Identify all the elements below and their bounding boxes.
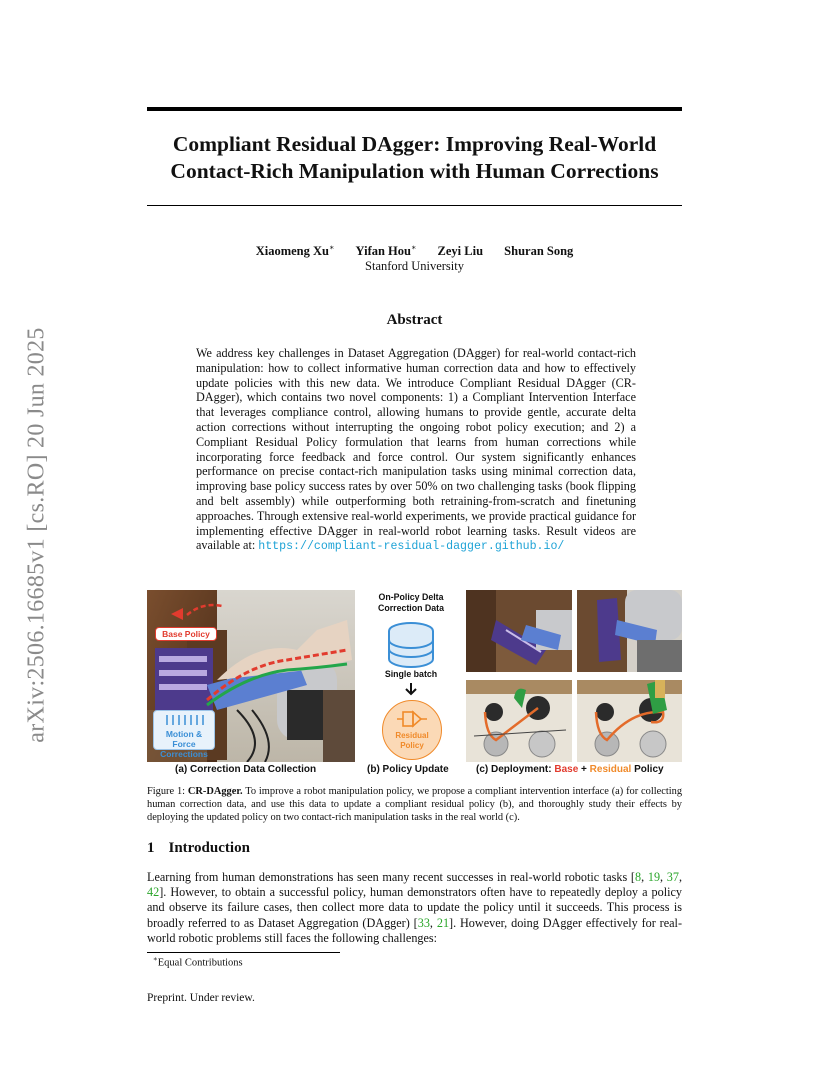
citation-link[interactable]: 42 [147, 885, 160, 900]
panel-c-residual: Residual [589, 764, 632, 775]
author-4: Shuran Song [504, 244, 574, 259]
title-top-rule [147, 107, 682, 111]
single-batch-label: Single batch [384, 669, 438, 679]
caption-text: To improve a robot manipulation policy, we propose a compliant intervention interface (a) for collecting human correction data, and use this data to update a compliant residual policy (b), and thoroughly study their effects by deploying the updated policy on two contact-rich manipulation tasks in the real world (c). [147, 786, 683, 823]
abstract-body [196, 346, 636, 555]
data-title: On-Policy Delta Correction Data [378, 592, 444, 613]
citation-link[interactable]: 8 [635, 870, 642, 884]
caption-bold: CR-DAgger. [187, 786, 243, 797]
preprint-note: Preprint. Under review. [147, 992, 255, 1004]
motion-force-tag [153, 710, 215, 759]
section-heading-introduction [147, 840, 250, 857]
belt-assembly-photo-1 [466, 680, 572, 762]
title-line-2: Contact-Rich Manipulation with Human Corrections [170, 159, 659, 183]
amplifier-icon [397, 709, 427, 729]
project-url-link[interactable]: https://compliant-residual-dagger.github.io/ [258, 540, 565, 554]
residual-policy-label: Residual Policy [395, 731, 429, 750]
introduction-paragraph: Learning from human demonstrations has seen many recent successes in real-world robotic tasks [8, 19, 37, 42]. However, to obtain a successful policy, human demonstrators often have to repeatedly deploy a policy and observe its failure cases, then collect more data to update the policy until it succeeds. This process is broadly referred to as Dataset Aggregation (DAgger) [33, 21]. However, doing DAgger effectively for real-world robotic problems still faces the following challenges: [147, 870, 683, 945]
footnote-rule [147, 952, 340, 953]
abstract-heading: Abstract [386, 312, 443, 328]
citation-link[interactable]: 21 [436, 915, 450, 930]
belt-assembly-photo-2 [577, 680, 682, 762]
motion-force-label: Motion & Force Corrections [160, 729, 208, 759]
book-flip-photo-1 [466, 590, 572, 672]
panel-b-label: (b) Policy Update [367, 764, 449, 775]
caption-label: Figure 1: [147, 786, 188, 797]
residual-policy-node [382, 700, 442, 760]
force-arrows-icon [164, 715, 206, 727]
citation-link[interactable]: 37 [666, 870, 679, 884]
book-flip-photo-2 [577, 590, 682, 672]
database-icon [387, 621, 435, 669]
citation-link[interactable]: 33 [417, 915, 430, 930]
figure-caption [147, 785, 682, 824]
author-list [147, 243, 682, 259]
panel-c-label: (c) Deployment: Base + Residual Policy [476, 764, 664, 775]
footnote: ∗Equal Contributions [153, 955, 243, 969]
panel-a-label: (a) Correction Data Collection [175, 764, 317, 775]
down-arrow-icon [404, 682, 418, 696]
title-line-1: Compliant Residual DAgger: Improving Real-World [172, 132, 657, 156]
citation-link[interactable]: 19 [647, 870, 661, 884]
title-bottom-rule [147, 205, 682, 206]
author-3: Zeyi Liu [437, 244, 484, 259]
figure-1 [147, 588, 682, 778]
author-1: Xiaomeng Xu∗ [255, 243, 335, 259]
arxiv-id-text: arXiv:2506.16685v1 [cs.RO] 20 Jun 2025 [23, 327, 50, 743]
paper-title [147, 131, 682, 185]
panel-c-base: Base [554, 764, 579, 775]
author-2: Yifan Hou∗ [355, 243, 417, 259]
base-policy-tag: Base Policy [155, 627, 217, 641]
abstract-text: We address key challenges in Dataset Aggregation (DAgger) for real-world contact-rich manipulation: how to collect informative human correction data and how to effectively update policies with this new data. We introduce Compliant Residual DAgger (CR-DAgger), which contains two novel components: 1) a Compliant Intervention Interface that leverages compliance control, allowing humans to provide gentle, accurate delta action corrections without interrupting the ongoing robot policy execution; and 2) a Compliant Residual Policy formulation that learns from human corrections while incorporating force feedback and force control. Our system significantly enhances performance on precise contact-rich manipulation tasks using minimal correction data, improving base policy success rates by over 50% on two challenging tasks (book flipping and belt assembly) while outperforming both retraining-from-scratch and finetuning approaches. Through extensive real-world experiments, we provide practical guidance for implementing effective DAgger in real-world robot learning tasks. Result videos are available at: [196, 346, 636, 553]
affiliation: Stanford University [365, 259, 464, 273]
section-title: Introduction [168, 840, 250, 856]
arxiv-side-stamp [12, 300, 62, 770]
section-number: 1 [147, 840, 155, 856]
